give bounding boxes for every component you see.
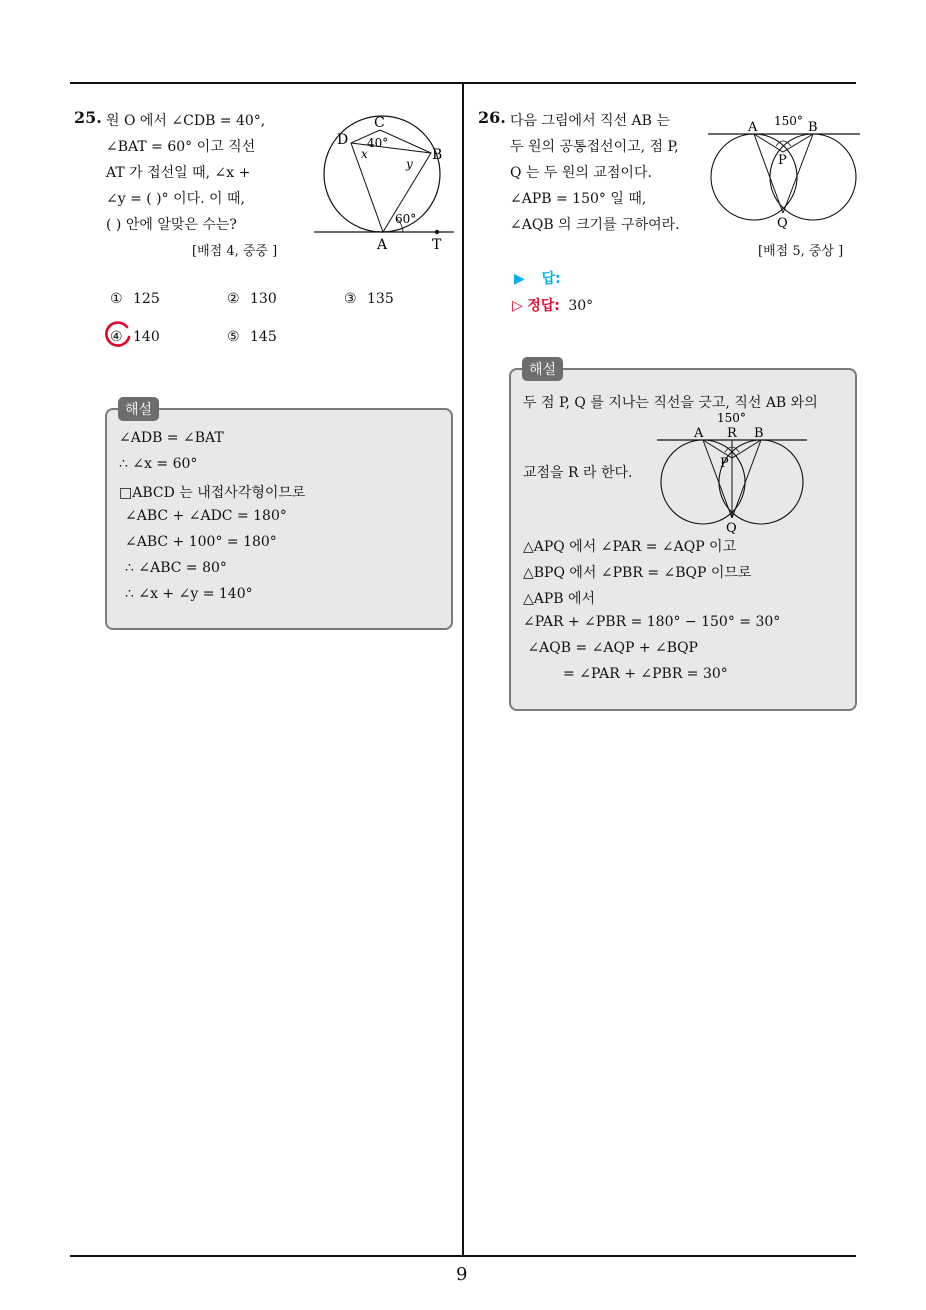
question-text-line: Q 는 두 원의 교점이다. bbox=[510, 165, 652, 181]
explanation-tag: 해설 bbox=[522, 357, 563, 381]
explain-line: □ABCD 는 내접사각형이므로 bbox=[119, 485, 306, 501]
label-q: Q bbox=[726, 521, 737, 536]
answer-row bbox=[514, 268, 561, 288]
label-a: A bbox=[694, 426, 704, 441]
question-text-line: ∠APB = 150° 일 때, bbox=[510, 191, 647, 207]
label-p: P bbox=[720, 456, 729, 471]
question-text-line: ∠AQB 의 크기를 구하여라. bbox=[510, 217, 680, 233]
choice-number: ④ bbox=[110, 329, 123, 345]
question-text-line: 두 원의 공통접선이고, 점 P, bbox=[510, 139, 679, 155]
question-text-line: 다음 그림에서 직선 AB 는 bbox=[510, 113, 670, 129]
label-b: B bbox=[808, 120, 818, 135]
choice-value: 135 bbox=[367, 291, 394, 307]
label-angle-150: 150° bbox=[717, 411, 746, 425]
choice-number: ⑤ bbox=[227, 329, 240, 345]
question-text-line: ∠y = ( )° 이다. 이 때, bbox=[106, 191, 245, 207]
label-a: A bbox=[748, 120, 758, 135]
points-label: [배점 5, 중상 ] bbox=[758, 244, 844, 259]
choice-value: 125 bbox=[133, 291, 160, 307]
explain-line: ∴ ∠x = 60° bbox=[119, 456, 198, 472]
circle-right bbox=[770, 134, 856, 220]
choice-value: 130 bbox=[250, 291, 277, 307]
segment-bq bbox=[783, 134, 813, 213]
explanation-box bbox=[509, 368, 857, 711]
question-number: 26. bbox=[478, 108, 506, 127]
answer-mark-icon bbox=[103, 321, 133, 351]
label-a: A bbox=[377, 237, 388, 253]
circle-left bbox=[711, 134, 797, 220]
choice-number: ③ bbox=[344, 291, 357, 307]
question-text-line: ∠BAT = 60° 이고 직선 bbox=[106, 139, 256, 155]
segment-aq bbox=[754, 134, 783, 213]
explain-line: ∠AQB = ∠AQP + ∠BQP bbox=[523, 640, 698, 656]
label-c: C bbox=[374, 115, 385, 131]
label-angle-150: 150° bbox=[774, 114, 803, 128]
choice-3[interactable] bbox=[344, 291, 394, 307]
explain-line: △APB 에서 bbox=[523, 591, 596, 607]
label-angle-60: 60° bbox=[395, 212, 417, 226]
explain-line: ∠ABC + ∠ADC = 180° bbox=[125, 508, 287, 524]
question-text-line: AT 가 접선일 때, ∠x + bbox=[106, 165, 251, 181]
triangle-apb bbox=[754, 134, 813, 152]
choice-2[interactable] bbox=[227, 291, 277, 307]
two-circles-figure bbox=[706, 110, 862, 232]
question-text-line: 원 O 에서 ∠CDB = 40°, bbox=[106, 113, 266, 129]
explain-figure bbox=[655, 408, 811, 536]
explain-line: = ∠PAR + ∠PBR = 30° bbox=[523, 666, 728, 682]
choice-number: ① bbox=[110, 291, 123, 307]
label-angle-40: 40° bbox=[367, 136, 389, 150]
quad-abcd bbox=[351, 130, 431, 232]
column-divider bbox=[462, 83, 464, 1257]
label-b: B bbox=[754, 426, 764, 441]
correct-label: 정답: bbox=[527, 298, 560, 314]
label-q: Q bbox=[777, 216, 788, 231]
play-arrow-icon: ▶ bbox=[514, 271, 525, 287]
label-r: R bbox=[727, 426, 737, 441]
label-d: D bbox=[337, 132, 349, 148]
label-p: P bbox=[778, 153, 787, 168]
explanation-tag: 해설 bbox=[118, 397, 159, 421]
choice-number: ② bbox=[227, 291, 240, 307]
choice-1[interactable] bbox=[110, 291, 160, 307]
label-t: T bbox=[432, 237, 442, 253]
correct-value: 30° bbox=[568, 298, 594, 314]
explain-intro: 교점을 R 라 한다. bbox=[523, 465, 633, 481]
label-y: y bbox=[406, 157, 413, 171]
explain-line: ∴ ∠ABC = 80° bbox=[125, 560, 227, 576]
explain-line: ∴ ∠x + ∠y = 140° bbox=[125, 586, 253, 602]
explain-line: ∠ABC + 100° = 180° bbox=[125, 534, 277, 550]
explain-intro: 두 점 P, Q 를 지나는 직선을 긋고, 직선 AB 와의 bbox=[523, 395, 818, 411]
explain-line: ∠ADB = ∠BAT bbox=[119, 430, 224, 446]
segment-aq bbox=[703, 440, 732, 518]
explain-line: ∠PAR + ∠PBR = 180° − 150° = 30° bbox=[523, 614, 781, 630]
page-number: 9 bbox=[456, 1264, 468, 1285]
question-text-line: ( ) 안에 알맞은 수는? bbox=[106, 217, 237, 233]
question-number: 25. bbox=[74, 108, 102, 127]
choice-value: 140 bbox=[133, 329, 160, 345]
label-b: B bbox=[432, 147, 443, 163]
explanation-box bbox=[105, 408, 453, 630]
correct-answer-row bbox=[512, 295, 593, 315]
segment-bq bbox=[732, 440, 761, 518]
choice-5[interactable] bbox=[227, 329, 277, 345]
circle-figure bbox=[310, 110, 460, 255]
explain-line: △APQ 에서 ∠PAR = ∠AQP 이고 bbox=[523, 539, 737, 555]
explain-line: △BPQ 에서 ∠PBR = ∠BQP 이므로 bbox=[523, 565, 752, 581]
answer-label: 답: bbox=[541, 271, 561, 287]
label-x: x bbox=[361, 147, 368, 161]
choice-value: 145 bbox=[250, 329, 277, 345]
outline-arrow-icon: ▷ bbox=[512, 298, 523, 314]
bottom-rule bbox=[70, 1255, 856, 1257]
points-label: [배점 4, 중중 ] bbox=[192, 244, 278, 259]
point-t-dot bbox=[435, 230, 439, 234]
